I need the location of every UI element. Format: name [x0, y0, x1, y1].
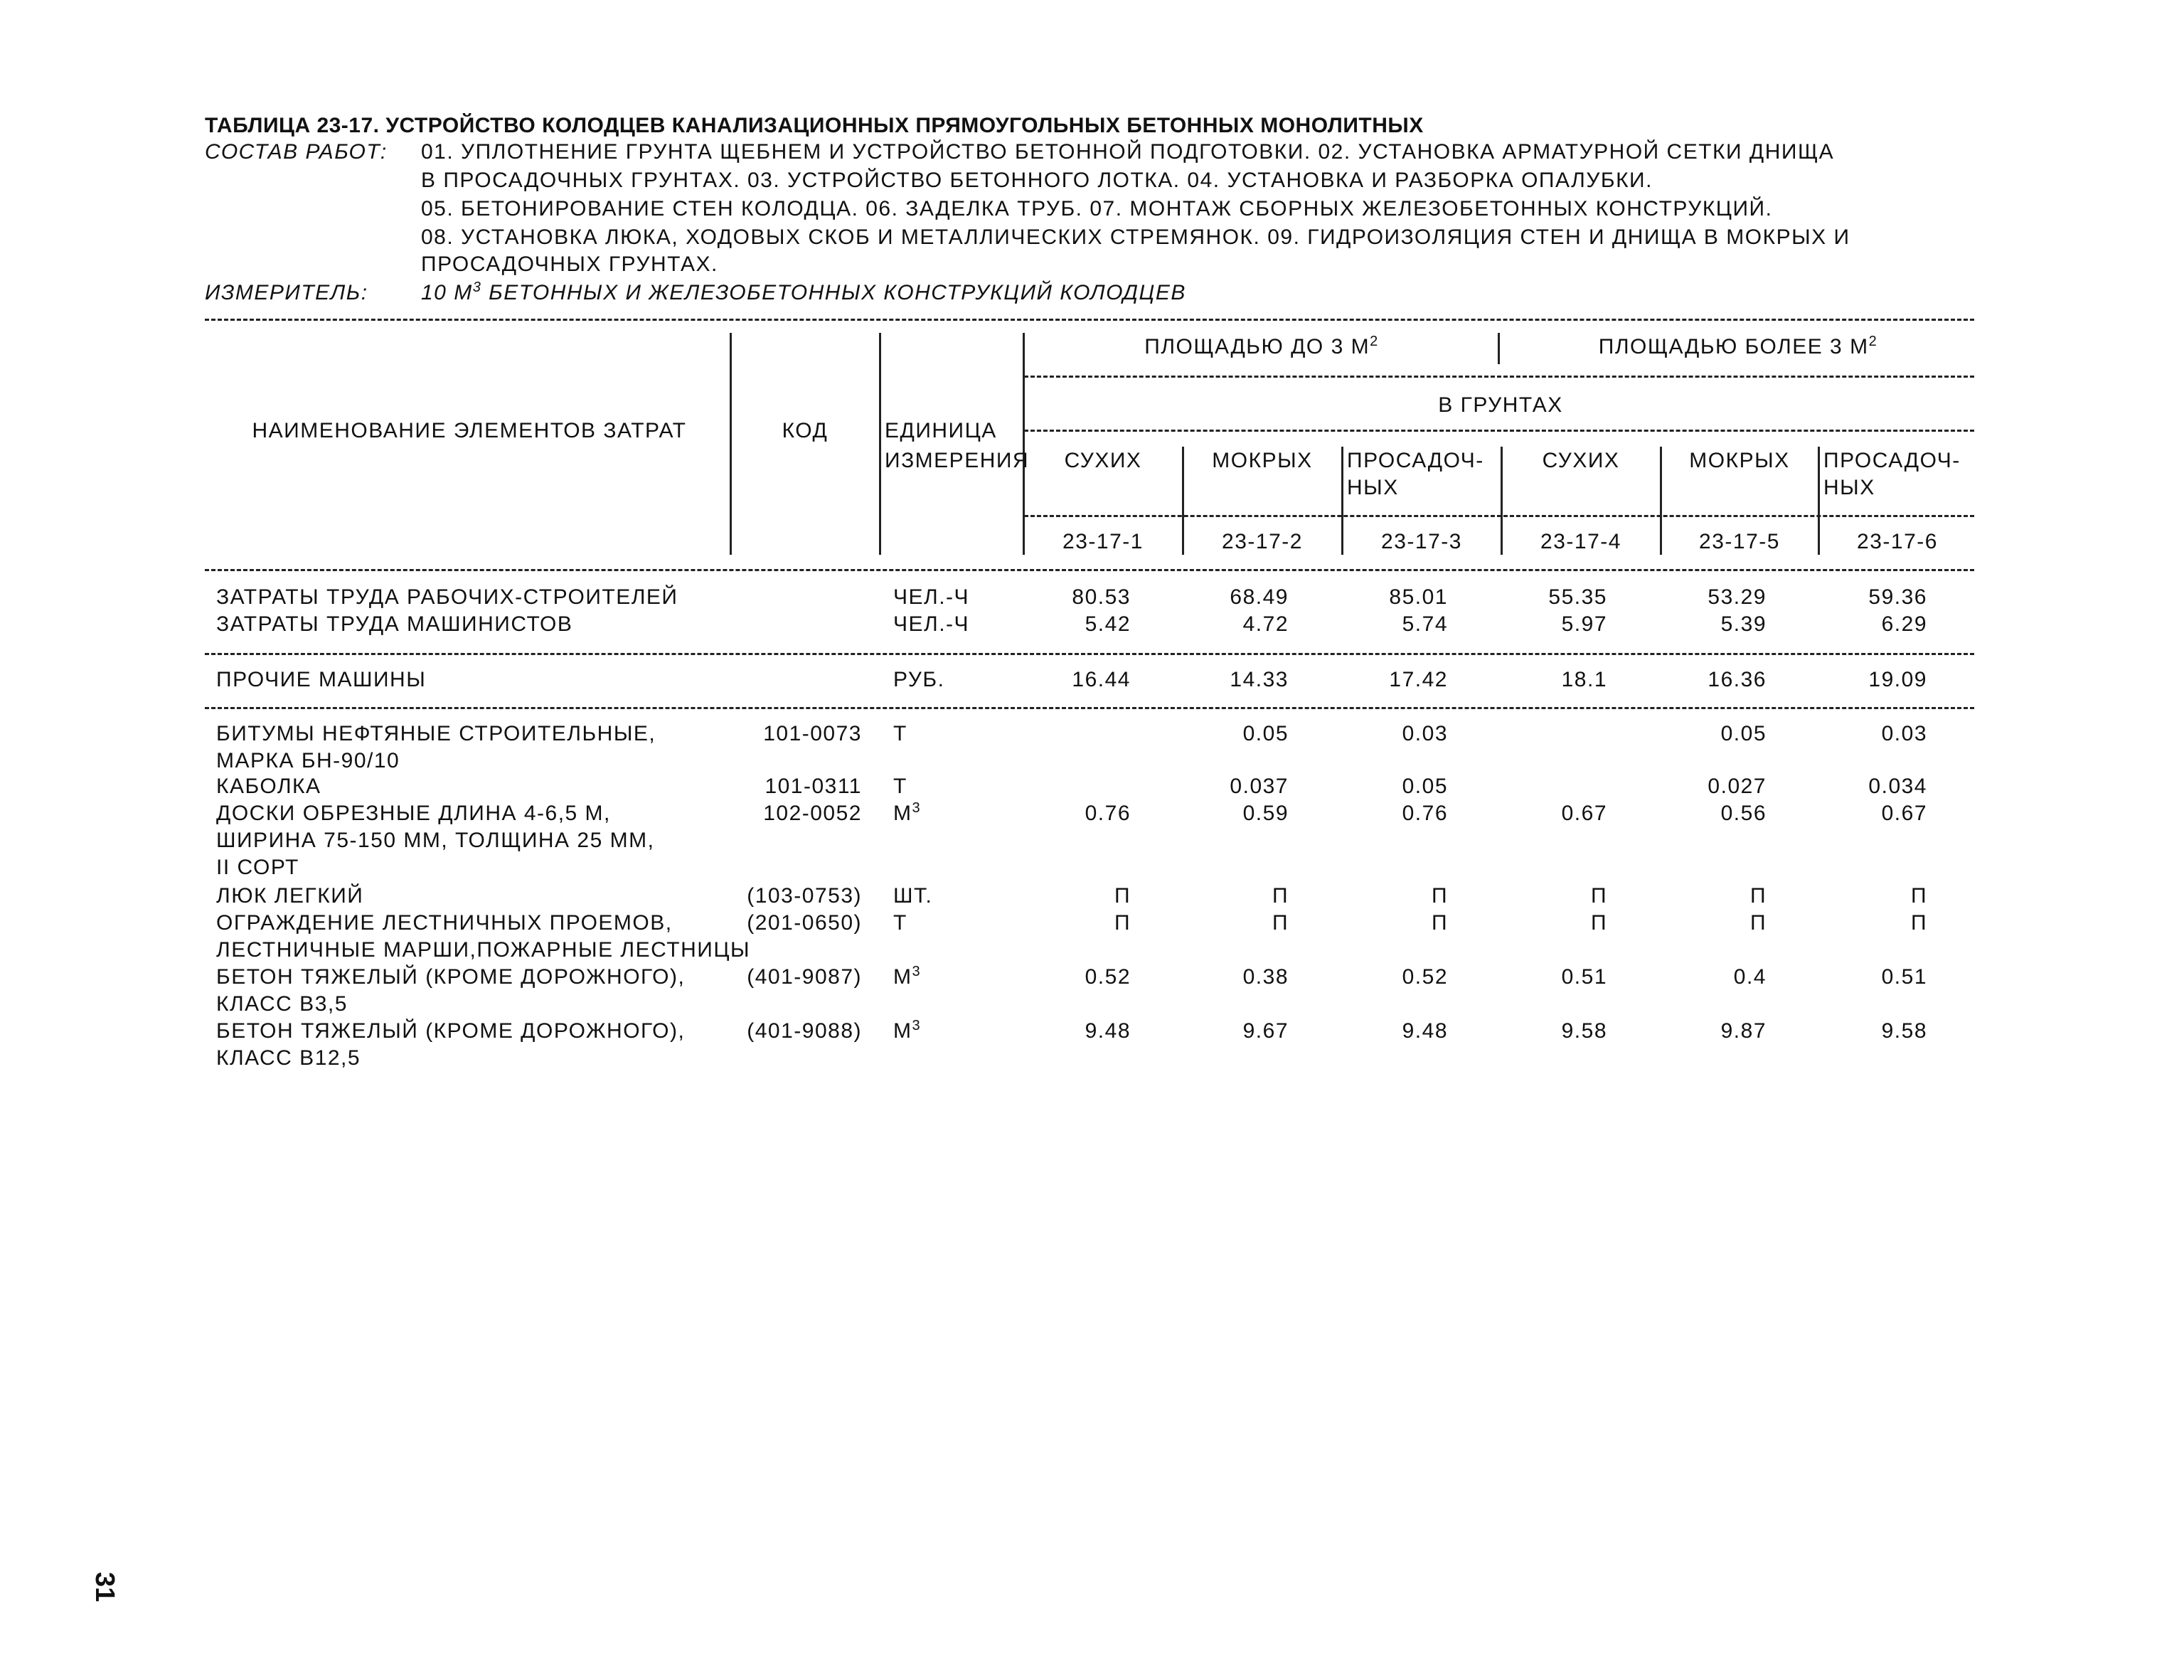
- sostav-line: В ПРОСАДОЧНЫХ ГРУНТАХ. 03. УСТРОЙСТВО БЕТОННОГО ЛОТКА. 04. УСТАНОВКА И РАЗБОРКА ОПАЛУБКИ.: [421, 169, 1653, 192]
- row-value: 0.67: [1881, 802, 1927, 825]
- row-value: 0.76: [1402, 802, 1448, 825]
- row-name: ЛЕСТНИЧНЫЕ МАРШИ,ПОЖАРНЫЕ ЛЕСТНИЦЫ: [216, 938, 751, 962]
- norm-code: 23-17-3: [1381, 530, 1462, 553]
- divider-col: [1182, 447, 1184, 555]
- row-unit: ЧЕЛ.-Ч: [893, 612, 970, 636]
- sub-header: НЫХ: [1823, 476, 1875, 499]
- row-value: 9.48: [1085, 1019, 1131, 1043]
- row-value: 14.33: [1230, 668, 1289, 691]
- row-code: 102-0052: [763, 802, 862, 825]
- page-number: 31: [90, 1572, 119, 1602]
- row-value: 53.29: [1708, 585, 1767, 609]
- row-code: (103-0753): [747, 884, 862, 908]
- sub-header: НЫХ: [1347, 476, 1399, 499]
- rule-soil: [1024, 430, 1974, 432]
- row-value: 6.29: [1881, 612, 1927, 636]
- row-unit: РУБ.: [893, 668, 945, 691]
- row-unit: ШТ.: [893, 884, 933, 908]
- row-value: 5.42: [1085, 612, 1131, 636]
- sub-header: МОКРЫХ: [1689, 449, 1790, 472]
- norm-code: 23-17-4: [1540, 530, 1621, 553]
- norm-code: 23-17-6: [1857, 530, 1938, 553]
- izmeritel-value: 10 $М^3$ БЕТОННЫХ И ЖЕЛЕЗОБЕТОННЫХ КОНСТРУКЦИЙ КОЛОДЦЕВ: [421, 280, 1186, 304]
- row-value: 0.05: [1402, 775, 1448, 798]
- row-value: 9.48: [1402, 1019, 1448, 1043]
- row-value: 0.52: [1402, 965, 1448, 989]
- sub-header: ПРОСАДОЧ-: [1347, 449, 1484, 472]
- row-unit: $М^3$: [893, 964, 922, 989]
- row-unit: Т: [893, 775, 907, 798]
- row-value: 17.42: [1389, 668, 1448, 691]
- row-value: 0.03: [1881, 722, 1927, 745]
- rule-section: [205, 653, 1974, 655]
- divider-col: [1501, 447, 1503, 555]
- row-value: 59.36: [1868, 585, 1927, 609]
- row-value: П: [1431, 911, 1448, 935]
- row-unit: Т: [893, 911, 907, 935]
- row-value: П: [1431, 884, 1448, 908]
- soil-header: В ГРУНТАХ: [1438, 393, 1563, 417]
- row-name: КЛАСС В3,5: [216, 992, 348, 1016]
- row-value: 4.72: [1242, 612, 1289, 636]
- row-value: 5.74: [1402, 612, 1448, 636]
- row-unit: ЧЕЛ.-Ч: [893, 585, 970, 609]
- row-code: 101-0311: [765, 775, 862, 798]
- divider-code-unit: [879, 333, 881, 555]
- rule-group: [1024, 376, 1974, 378]
- divider-col: [1818, 447, 1820, 555]
- row-value: 68.49: [1230, 585, 1289, 609]
- row-name: БЕТОН ТЯЖЕЛЫЙ (КРОМЕ ДОРОЖНОГО),: [216, 1019, 686, 1043]
- row-name: ЛЮК ЛЕГКИЙ: [216, 884, 364, 908]
- row-unit: $М^3$: [893, 1018, 922, 1043]
- divider-col: [1660, 447, 1662, 555]
- row-value: 0.03: [1402, 722, 1448, 745]
- sostav-line: 08. УСТАНОВКА ЛЮКА, ХОДОВЫХ СКОБ И МЕТАЛЛИЧЕСКИХ СТРЕМЯНОК. 09. ГИДРОИЗОЛЯЦИЯ СТЕН И ДНИЩА В МОКРЫХ И: [421, 225, 1850, 249]
- rule-section: [205, 707, 1974, 709]
- row-value: 0.027: [1708, 775, 1767, 798]
- row-value: П: [1749, 884, 1767, 908]
- row-value: 0.034: [1868, 775, 1927, 798]
- row-value: 55.35: [1548, 585, 1607, 609]
- row-value: 9.58: [1881, 1019, 1927, 1043]
- row-value: 0.51: [1881, 965, 1927, 989]
- row-value: 0.4: [1733, 965, 1767, 989]
- row-unit: Т: [893, 722, 907, 745]
- rule-top: [205, 319, 1974, 321]
- row-name: ЗАТРАТЫ ТРУДА РАБОЧИХ-СТРОИТЕЛЕЙ: [216, 585, 678, 609]
- row-value: 0.38: [1242, 965, 1289, 989]
- row-value: П: [1272, 884, 1289, 908]
- row-code: 101-0073: [763, 722, 862, 745]
- sub-header: СУХИХ: [1542, 449, 1620, 472]
- table-title: ТАБЛИЦА 23-17. УСТРОЙСТВО КОЛОДЦЕВ КАНАЛИЗАЦИОННЫХ ПРЯМОУГОЛЬНЫХ БЕТОННЫХ МОНОЛИТНЫХ: [205, 114, 1424, 137]
- row-name: БИТУМЫ НЕФТЯНЫЕ СТРОИТЕЛЬНЫЕ,: [216, 722, 656, 745]
- row-value: 16.44: [1072, 668, 1131, 691]
- sostav-line: ПРОСАДОЧНЫХ ГРУНТАХ.: [421, 252, 718, 276]
- row-value: П: [1590, 911, 1607, 935]
- row-value: 0.59: [1242, 802, 1289, 825]
- row-value: П: [1114, 911, 1131, 935]
- row-value: 85.01: [1389, 585, 1448, 609]
- row-code: (401-9087): [747, 965, 862, 989]
- norm-code: 23-17-2: [1222, 530, 1303, 553]
- row-value: 0.05: [1720, 722, 1767, 745]
- row-value: 16.36: [1708, 668, 1767, 691]
- row-name: КЛАСС В12,5: [216, 1046, 361, 1070]
- row-name: КАБОЛКА: [216, 775, 321, 798]
- row-value: П: [1910, 911, 1927, 935]
- row-name: ШИРИНА 75-150 ММ, ТОЛЩИНА 25 ММ,: [216, 829, 655, 852]
- row-value: 80.53: [1072, 585, 1131, 609]
- col-header-code: КОД: [782, 419, 829, 442]
- divider-unit-values: [1023, 333, 1025, 555]
- row-value: 5.39: [1720, 612, 1767, 636]
- row-name: БЕТОН ТЯЖЕЛЫЙ (КРОМЕ ДОРОЖНОГО),: [216, 965, 686, 989]
- row-value: П: [1114, 884, 1131, 908]
- norm-code: 23-17-1: [1062, 530, 1144, 553]
- row-value: П: [1272, 911, 1289, 935]
- sub-header: СУХИХ: [1064, 449, 1142, 472]
- row-name: ПРОЧИЕ МАШИНЫ: [216, 668, 427, 691]
- divider-name-code: [730, 333, 732, 555]
- group-header-large: ПЛОЩАДЬЮ БОЛЕЕ 3 $М^2$: [1598, 334, 1878, 358]
- row-value: 18.1: [1561, 668, 1607, 691]
- row-value: 19.09: [1868, 668, 1927, 691]
- row-value: 5.97: [1561, 612, 1607, 636]
- sub-header: ПРОСАДОЧ-: [1823, 449, 1961, 472]
- sostav-line: 01. УПЛОТНЕНИЕ ГРУНТА ЩЕБНЕМ И УСТРОЙСТВО БЕТОННОЙ ПОДГОТОВКИ. 02. УСТАНОВКА АРМАТУРНОЙ СЕТКИ ДНИЩА: [421, 140, 1835, 164]
- norm-code: 23-17-5: [1699, 530, 1780, 553]
- row-name: ДОСКИ ОБРЕЗНЫЕ ДЛИНА 4-6,5 М,: [216, 802, 611, 825]
- rule-header-bottom: [205, 569, 1974, 571]
- divider-groups: [1498, 333, 1500, 364]
- col-header-unit: ЕДИНИЦА: [885, 419, 997, 442]
- sub-header: МОКРЫХ: [1212, 449, 1313, 472]
- row-value: 0.67: [1561, 802, 1607, 825]
- col-header-unit: ИЗМЕРЕНИЯ: [885, 449, 1030, 472]
- row-value: 9.58: [1561, 1019, 1607, 1043]
- group-header-small: ПЛОЩАДЬЮ ДО 3 $М^2$: [1144, 334, 1379, 358]
- sostav-label: СОСТАВ РАБОТ:: [205, 140, 388, 164]
- row-name: ЗАТРАТЫ ТРУДА МАШИНИСТОВ: [216, 612, 573, 636]
- row-name: МАРКА БН-90/10: [216, 749, 400, 772]
- row-name: ОГРАЖДЕНИЕ ЛЕСТНИЧНЫХ ПРОЕМОВ,: [216, 911, 673, 935]
- row-unit: $М^3$: [893, 800, 922, 825]
- row-name: II СОРТ: [216, 856, 299, 879]
- row-value: 0.56: [1720, 802, 1767, 825]
- sostav-line: 05. БЕТОНИРОВАНИЕ СТЕН КОЛОДЦА. 06. ЗАДЕЛКА ТРУБ. 07. МОНТАЖ СБОРНЫХ ЖЕЛЕЗОБЕТОННЫХ КОНСТРУКЦИЙ.: [421, 197, 1773, 220]
- row-code: (401-9088): [747, 1019, 862, 1043]
- col-header-name: НАИМЕНОВАНИЕ ЭЛЕМЕНТОВ ЗАТРАТ: [252, 419, 687, 442]
- row-code: (201-0650): [747, 911, 862, 935]
- row-value: 0.037: [1230, 775, 1289, 798]
- rule-codes: [1024, 515, 1974, 517]
- row-value: 9.87: [1720, 1019, 1767, 1043]
- row-value: 9.67: [1242, 1019, 1289, 1043]
- divider-col: [1341, 447, 1343, 555]
- row-value: 0.05: [1242, 722, 1289, 745]
- row-value: 0.52: [1085, 965, 1131, 989]
- izmeritel-label: ИЗМЕРИТЕЛЬ:: [205, 281, 368, 304]
- row-value: П: [1590, 884, 1607, 908]
- row-value: 0.51: [1561, 965, 1607, 989]
- row-value: П: [1749, 911, 1767, 935]
- row-value: 0.76: [1085, 802, 1131, 825]
- row-value: П: [1910, 884, 1927, 908]
